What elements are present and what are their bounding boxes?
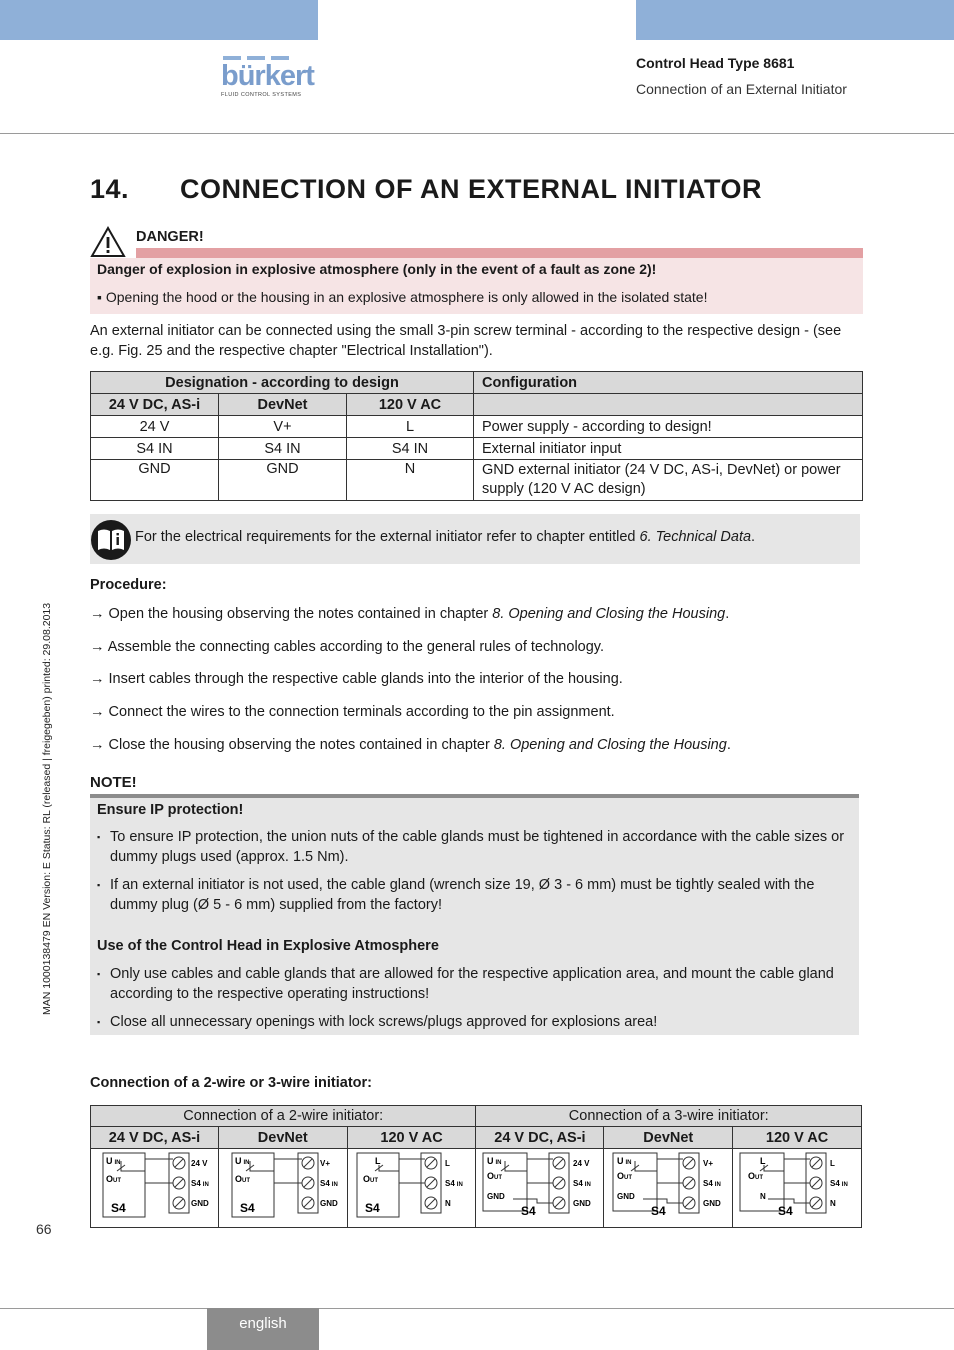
table-sub-header-row bbox=[91, 394, 863, 416]
table-cell: External initiator input bbox=[474, 438, 863, 460]
table-group-header-row bbox=[91, 1106, 862, 1127]
document-id-vertical: MAN 1000138479 EN Version: E Status: RL (released | freigegeben) printed: 29.08.2013 bbox=[41, 602, 53, 1015]
table-header-cell: Designation - according to design bbox=[91, 372, 474, 394]
svg-text:OUT: OUT bbox=[362, 1174, 378, 1184]
brand-logo bbox=[221, 56, 321, 98]
svg-text:OUT: OUT bbox=[234, 1174, 250, 1184]
table-cell: N bbox=[347, 460, 474, 501]
note-bullet: ▪ If an external initiator is not used, the cable gland (wrench size 19, Ø 3 - 6 mm) must be tightly sealed with the dummy plug (Ø 5 - 6 mm) supplied from the factory! bbox=[97, 876, 847, 915]
table-cell: Power supply - according to design! bbox=[474, 416, 863, 438]
arrow-icon: → bbox=[90, 704, 105, 720]
wiring-diagram-3wire-devnet bbox=[605, 1149, 731, 1223]
note-label: NOTE! bbox=[90, 774, 137, 791]
danger-headline: Danger of explosion in explosive atmosphere (only in the event of a fault as zone 2)! bbox=[97, 261, 657, 277]
procedure-step: → Assemble the connecting cables according to the general rules of technology. bbox=[90, 639, 604, 655]
table-cell: S4 IN bbox=[219, 438, 347, 460]
note-box bbox=[90, 798, 859, 1035]
table-header-cell: 120 V AC bbox=[733, 1127, 862, 1149]
svg-text:S4IN: S4 IN bbox=[572, 1179, 591, 1188]
svg-text:OUT: OUT bbox=[617, 1171, 633, 1181]
svg-text:UIN: UIN bbox=[617, 1156, 632, 1166]
svg-text:S4IN: S4 IN bbox=[703, 1179, 722, 1188]
svg-text:24 V: 24 V bbox=[572, 1159, 590, 1168]
table-header-cell: DevNet bbox=[604, 1127, 733, 1149]
svg-text:S4: S4 bbox=[239, 1201, 255, 1215]
table-header-cell: Configuration bbox=[474, 372, 863, 394]
info-text: For the electrical requirements for the external initiator refer to chapter entitled 6. Technical Data. bbox=[135, 529, 756, 545]
svg-text:UIN: UIN bbox=[106, 1156, 121, 1166]
header-divider bbox=[0, 133, 954, 134]
svg-text:S4IN: S4 IN bbox=[830, 1179, 848, 1188]
svg-text:OUT: OUT bbox=[106, 1174, 122, 1184]
wiring-diagram-2wire-devnet bbox=[220, 1149, 346, 1223]
procedure-label: Procedure: bbox=[90, 577, 167, 593]
wiring-diagram-table bbox=[90, 1105, 862, 1228]
arrow-icon: → bbox=[90, 671, 105, 687]
svg-text:GND: GND bbox=[486, 1192, 505, 1201]
danger-label: DANGER! bbox=[136, 229, 204, 245]
note-bullet: ▪ Only use cables and cable glands that are allowed for the respective application area, and mount the cable gland according to the respective operating instructions! bbox=[97, 965, 847, 1004]
chapter-heading bbox=[90, 174, 762, 205]
logo-wordmark: bürkert bbox=[221, 60, 314, 92]
table-header-cell: 24 V DC, AS-i bbox=[91, 394, 219, 416]
svg-text:GND: GND bbox=[572, 1199, 591, 1208]
table-row bbox=[91, 438, 863, 460]
table-header-cell: 120 V AC bbox=[347, 394, 474, 416]
chapter-ref: 8. Opening and Closing the Housing bbox=[493, 737, 727, 753]
table-header-cell: Connection of a 2-wire initiator: bbox=[91, 1106, 476, 1127]
table-header-cell: 120 V AC bbox=[347, 1127, 476, 1149]
wiring-diagram-3wire-120vac bbox=[734, 1149, 860, 1223]
header-title: Control Head Type 8681 bbox=[636, 55, 795, 71]
table-header-cell: 24 V DC, AS-i bbox=[91, 1127, 219, 1149]
table-row bbox=[91, 460, 863, 501]
table-cell: L bbox=[347, 416, 474, 438]
svg-text:UIN: UIN bbox=[486, 1156, 502, 1166]
note-bullet: ▪ To ensure IP protection, the union nuts of the cable glands must be tightened in accordance with the cable sizes or dummy plugs used (approx. 1.5 Nm). bbox=[97, 828, 847, 867]
svg-text:L: L bbox=[374, 1156, 381, 1166]
svg-text:L: L bbox=[830, 1159, 835, 1168]
svg-text:L: L bbox=[444, 1159, 450, 1168]
danger-accent-bar bbox=[136, 248, 863, 258]
wiring-diagram-3wire-24vdc bbox=[477, 1149, 603, 1223]
footer-divider bbox=[0, 1308, 954, 1309]
language-tab: english bbox=[207, 1308, 319, 1350]
table-cell: GND external initiator (24 V DC, AS-i, DevNet) or power supply (120 V AC design) bbox=[474, 460, 863, 501]
diagram-row bbox=[91, 1149, 862, 1228]
pin-assignment-table bbox=[90, 371, 863, 501]
table-cell: S4 IN bbox=[347, 438, 474, 460]
danger-bullet: ▪ Opening the hood or the housing in an explosive atmosphere is only allowed in the isolated state! bbox=[97, 289, 708, 305]
svg-text:L: L bbox=[760, 1156, 766, 1166]
wiring-diagram-cell bbox=[91, 1149, 219, 1228]
table-group-header-row bbox=[91, 372, 863, 394]
info-box bbox=[90, 514, 860, 564]
arrow-icon: → bbox=[90, 606, 105, 622]
wiring-diagram-2wire-24vdc bbox=[91, 1149, 217, 1223]
svg-text:S4: S4 bbox=[778, 1204, 793, 1218]
connection-section-title: Connection of a 2-wire or 3-wire initiator: bbox=[90, 1075, 372, 1091]
note-heading: Ensure IP protection! bbox=[97, 802, 244, 818]
intro-paragraph: An external initiator can be connected using the small 3-pin screw terminal - according to the respective design - (see e.g. Fig. 25 and the respective chapter "Electrical Installation"). bbox=[90, 323, 842, 359]
header-accent-bar-right bbox=[636, 0, 954, 40]
svg-text:OUT: OUT bbox=[486, 1171, 502, 1181]
table-header-cell: DevNet bbox=[219, 394, 347, 416]
warning-triangle-icon bbox=[90, 226, 126, 258]
logo-tagline: FLUID CONTROL SYSTEMS bbox=[221, 92, 302, 98]
wiring-diagram-2wire-120vac bbox=[349, 1149, 475, 1223]
table-header-cell: Connection of a 3-wire initiator: bbox=[476, 1106, 862, 1127]
table-cell: GND bbox=[91, 460, 219, 501]
svg-text:S4IN: S4 IN bbox=[319, 1179, 338, 1188]
procedure-step: → Close the housing observing the notes contained in chapter 8. Opening and Closing the Housing. bbox=[90, 737, 731, 753]
table-header-cell: DevNet bbox=[218, 1127, 347, 1149]
svg-text:GND: GND bbox=[703, 1199, 722, 1208]
svg-text:GND: GND bbox=[191, 1199, 210, 1208]
svg-text:N: N bbox=[830, 1199, 836, 1208]
svg-text:S4IN: S4 IN bbox=[444, 1179, 463, 1188]
table-cell: V+ bbox=[219, 416, 347, 438]
procedure-step: → Connect the wires to the connection terminals according to the pin assignment. bbox=[90, 704, 615, 720]
svg-text:GND: GND bbox=[319, 1199, 338, 1208]
svg-text:24 V: 24 V bbox=[191, 1159, 208, 1168]
table-cell: 24 V bbox=[91, 416, 219, 438]
svg-text:V+: V+ bbox=[703, 1159, 714, 1168]
wiring-diagram-cell bbox=[733, 1149, 862, 1228]
wiring-diagram-cell bbox=[476, 1149, 604, 1228]
note-bullet: ▪ Close all unnecessary openings with lock screws/plugs approved for explosions area! bbox=[97, 1013, 847, 1033]
svg-text:N: N bbox=[760, 1192, 766, 1201]
info-book-icon bbox=[90, 519, 132, 561]
info-chapter-ref: 6. Technical Data bbox=[639, 529, 752, 545]
table-row bbox=[91, 416, 863, 438]
arrow-icon: → bbox=[90, 737, 105, 753]
chapter-ref: 8. Opening and Closing the Housing bbox=[492, 606, 726, 622]
note-heading: Use of the Control Head in Explosive Atmosphere bbox=[97, 938, 439, 954]
chapter-title: CONNECTION OF AN EXTERNAL INITIATOR bbox=[180, 174, 763, 204]
svg-text:S4: S4 bbox=[364, 1201, 380, 1215]
svg-text:S4IN: S4 IN bbox=[191, 1179, 210, 1188]
svg-text:OUT: OUT bbox=[748, 1171, 764, 1181]
svg-text:S4: S4 bbox=[651, 1204, 666, 1218]
svg-text:GND: GND bbox=[617, 1192, 636, 1201]
table-header-cell bbox=[474, 394, 863, 416]
table-sub-header-row bbox=[91, 1127, 862, 1149]
svg-text:S4: S4 bbox=[111, 1201, 127, 1215]
svg-text:V+: V+ bbox=[319, 1159, 330, 1168]
header-accent-bar-left bbox=[0, 0, 318, 40]
danger-box bbox=[90, 258, 863, 314]
wiring-diagram-cell bbox=[218, 1149, 347, 1228]
table-cell: GND bbox=[219, 460, 347, 501]
wiring-diagram-cell bbox=[347, 1149, 476, 1228]
header-subtitle: Connection of an External Initiator bbox=[636, 81, 847, 97]
arrow-icon: → bbox=[90, 639, 105, 655]
svg-text:UIN: UIN bbox=[234, 1156, 250, 1166]
page-number: 66 bbox=[36, 1221, 52, 1237]
table-header-cell: 24 V DC, AS-i bbox=[476, 1127, 604, 1149]
table-cell: S4 IN bbox=[91, 438, 219, 460]
svg-text:N: N bbox=[444, 1199, 451, 1208]
svg-text:S4: S4 bbox=[520, 1204, 536, 1218]
procedure-step: → Insert cables through the respective cable glands into the interior of the housing. bbox=[90, 671, 623, 687]
chapter-number: 14. bbox=[90, 174, 130, 204]
procedure-step: → Open the housing observing the notes contained in chapter 8. Opening and Closing the Housing. bbox=[90, 606, 730, 622]
wiring-diagram-cell bbox=[604, 1149, 733, 1228]
